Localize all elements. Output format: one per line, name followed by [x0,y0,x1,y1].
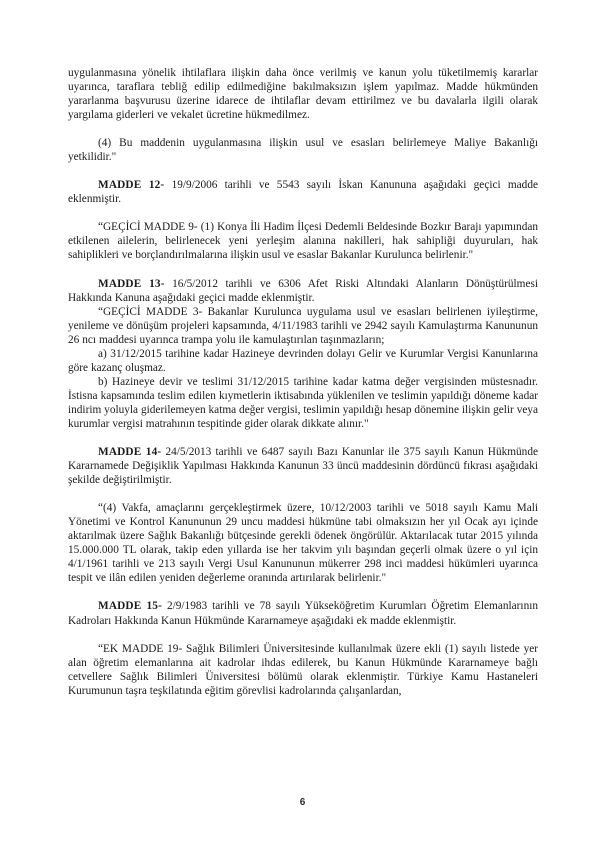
article-heading: MADDE 15- [98,600,163,613]
article-paragraph [68,178,538,206]
paragraph-text: 24/5/2013 tarihli ve 6487 sayılı Bazı Kanunlar ile 375 sayılı Kanun Hükmünde Kararnamede Değişiklik Yapılması Hakkında Kanunun 33 üncü maddesinin dördüncü fıkrası aşağıdaki şekilde değiştirilmiştir. [68,446,538,487]
article-paragraph [68,599,538,627]
paragraph-text: 19/9/2006 tarihli ve 5543 sayılı İskan Kanununa aşağıdaki geçici madde eklenmiştir. [68,179,538,206]
paragraph-text: uygulanmasına yönelik ihtilaflara ilişkin daha önce verilmiş ve kanun yolu tüketilmemiş kararlar uyarınca, taraflara tebliğ edilip edilmediğine bakılmaksızın işlem yapılmaz. Madde hükmünden yararlanma başvurusu üzerine idarece de ihtilaflar devam ettirilmez ve bu davalarla ilgili olarak yargılama giderleri ve vekalet ücretine hükmedilmez. [68,67,538,122]
sub-item-paragraph [68,375,538,431]
body-paragraph [68,66,538,122]
paragraph-text: (4) Bu maddenin uygulanmasına ilişkin usul ve esasları belirlemeye Maliye Bakanlığı yetkilidir." [68,137,538,164]
article-heading: MADDE 13- [98,277,165,290]
document-body [68,66,538,698]
quoted-provision-paragraph [68,642,538,698]
page-number: 6 [299,797,306,808]
article-heading: MADDE 12- [98,179,165,192]
paragraph-text: “EK MADDE 19- Sağlık Bilimleri Üniversitesinde kullanılmak üzere ekli (1) sayılı listede yer alan öğretim elemanlarına ait kadrolar ihdas edilerek, bu Kanun Hükmünde Kararnameye bağlı cetvellere Sağlık Bilimleri Üniversitesi bölümü olarak eklenmiştir. Türkiye Kamu Hastaneleri Kurumunun taşra teşkilatında eğitim görevlisi kadrolarında çalışanlardan, [68,642,538,697]
quoted-provision-paragraph [68,220,538,262]
paragraph-text: 16/5/2012 tarihli ve 6306 Afet Riski Altındaki Alanların Dönüştürülmesi Hakkında Kanuna aşağıdaki geçici madde eklenmiştir. [68,277,539,304]
paragraph-text: “(4) Vakfa, amaçlarını gerçekleştirmek üzere, 10/12/2003 tarihli ve 5018 sayılı Kamu Mali Yönetimi ve Kontrol Kanununun 29 uncu maddesi hükmüne tabi olmaksızın her yıl Ocak ayı içinde aktarılmak üzere Sağlık Bakanlığı bütçesinde gerekli ödenek öngörülür. Aktarılacak tutar 2015 yılında 15.000.000 TL olarak, takip eden yıllarda ise her takvim yılı başından geçerli olmak üzere o yıl için 4/1/1961 tarihli ve 213 sayılı Vergi Usul Kanununun mükerrer 298 inci maddesi hükümleri uyarınca tespit ve ilân edilen yeniden değerleme oranında artırılarak belirlenir." [68,502,538,585]
article-paragraph [68,445,538,487]
paragraph-text: 2/9/1983 tarihli ve 78 sayılı Yükseköğretim Kurumları Öğretim Elemanlarının Kadroları Hakkında Kanun Hükmünde Kararnameye aşağıdaki ek madde eklenmiştir. [68,600,538,627]
paragraph-text: “GEÇİCİ MADDE 3- Bakanlar Kurulunca uygulama usul ve esasları belirlenen iyileştirme, yenileme ve dönüşüm projeleri kapsamında, 4/11/1983 tarihli ve 2942 sayılı Kamulaştırma Kanununun 26 ncı maddesi uyarınca trampa yolu ile kamulaştırılan taşınmazların; [68,305,538,346]
paragraph-text: b) Hazineye devir ve teslimi 31/12/2015 tarihine kadar katma değer vergisinden müstesnadır. İstisna kapsamında teslim edilen kıymetlerin iktisabında yüklenilen ve teslimin yapıldığı döneme kadar indirim yoluyla giderilemeyen katma değer vergisi, teslimin yapıldığı hesap dönemine ilişkin gelir veya kurumlar vergisi matrahının tespitinde gider olarak dikkate alınır." [68,375,539,430]
quoted-provision-paragraph [68,501,538,585]
body-paragraph [68,136,538,164]
paragraph-text: “GEÇİCİ MADDE 9- (1) Konya İli Hadim İlçesi Dedemli Beldesinde Bozkır Barajı yapımından etkilenen ailelerin, belirlenecek yeni yerleşim alanına nakilleri, hak sahipliği duyuruları, hak sahiplikleri ve borçlandırılmalarına ilişkin usul ve esaslar Bakanlar Kurulunca belirlenir." [68,221,538,262]
sub-item-paragraph [68,347,538,375]
article-paragraph [68,277,538,305]
quoted-provision-paragraph [68,305,538,347]
article-heading: MADDE 14- [98,446,162,459]
paragraph-text: a) 31/12/2015 tarihine kadar Hazineye devrinden dolayı Gelir ve Kurumlar Vergisi Kanunlarına göre kazanç oluşmaz. [68,347,538,374]
